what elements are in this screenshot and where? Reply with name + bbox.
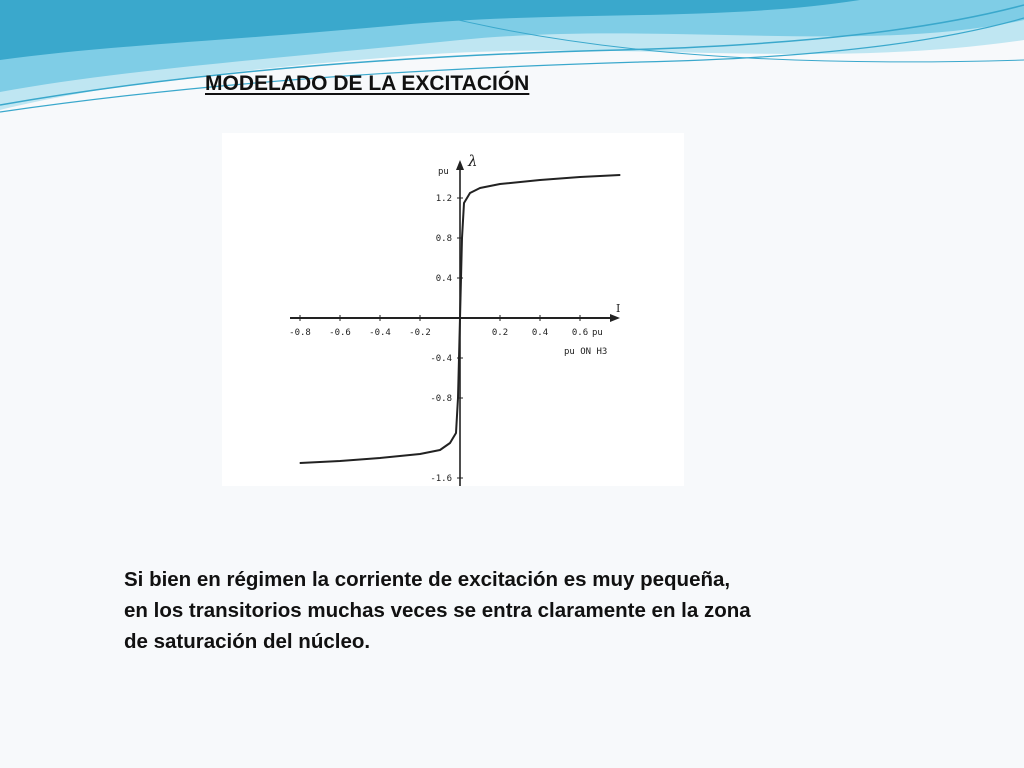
- x-tick-label: -0.4: [369, 328, 391, 338]
- data-point: [463, 202, 464, 203]
- data-point: [579, 176, 580, 177]
- data-point: [449, 442, 450, 443]
- data-point: [469, 192, 470, 193]
- data-point: [457, 397, 458, 398]
- data-point: [419, 453, 420, 454]
- chart-svg: [222, 133, 684, 486]
- x-tick-label: -0.2: [409, 328, 431, 338]
- data-point: [459, 317, 460, 318]
- data-point: [379, 457, 380, 458]
- data-point: [539, 179, 540, 180]
- data-point: [619, 174, 620, 175]
- y-axis-unit: pu: [438, 167, 449, 177]
- data-point: [455, 432, 456, 433]
- x-tick-label: -0.8: [289, 328, 311, 338]
- body-line-1: Si bien en régimen la corriente de excitación es muy pequeña,: [124, 568, 731, 591]
- x-axis-note: pu ON H3: [564, 347, 608, 357]
- y-tick-label: -0.4: [430, 354, 452, 364]
- header-banner: [0, 0, 1024, 130]
- y-axis-arrow: [456, 160, 464, 170]
- x-axis-label: I: [616, 302, 621, 315]
- body-line-2: en los transitorios muchas veces se entra claramente en la zona: [124, 599, 751, 622]
- x-tick-label: 0.4: [531, 328, 549, 338]
- data-point: [461, 237, 462, 238]
- y-tick-label: 0.8: [435, 234, 452, 244]
- data-point: [499, 183, 500, 184]
- data-point: [479, 187, 480, 188]
- y-axis-label: λ: [468, 152, 478, 170]
- x-axis-arrow: [610, 314, 620, 322]
- body-line-3: de saturación del núcleo.: [124, 630, 371, 653]
- data-point: [439, 449, 440, 450]
- y-tick-label: -0.8: [430, 394, 452, 404]
- x-tick-label: 0.2: [491, 328, 509, 338]
- saturation-chart: [222, 133, 684, 486]
- y-tick-label: 1.2: [435, 194, 452, 204]
- data-point: [339, 460, 340, 461]
- x-tick-label: 0.6: [571, 328, 589, 338]
- x-tick-label: -0.6: [329, 328, 351, 338]
- body-paragraph: [124, 564, 924, 657]
- data-point: [299, 462, 300, 463]
- x-axis-unit: pu: [592, 328, 603, 338]
- slide-title: MODELADO DE LA EXCITACIÓN: [205, 72, 530, 95]
- y-tick-label: 0.4: [435, 274, 452, 284]
- y-tick-label: -1.6: [430, 474, 452, 484]
